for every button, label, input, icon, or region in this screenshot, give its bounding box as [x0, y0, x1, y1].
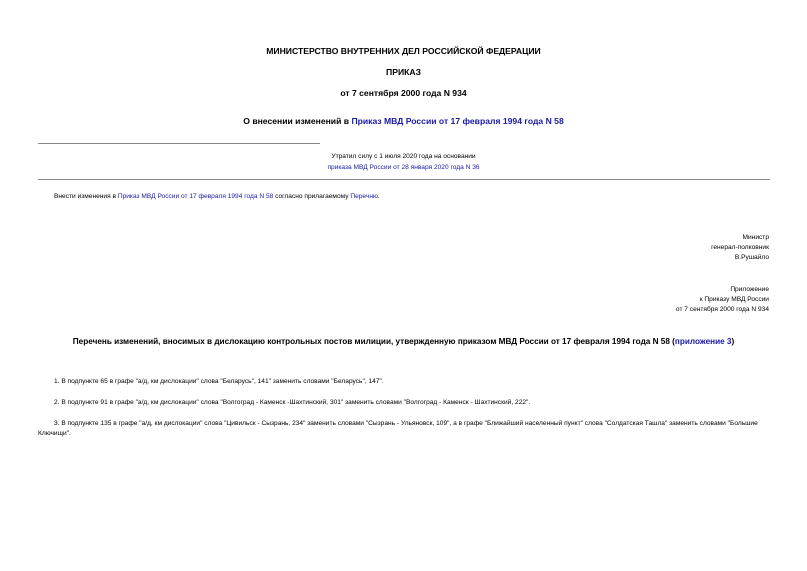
- appendix-to: к Приказу МВД России: [699, 296, 769, 303]
- signature-block: [711, 233, 769, 263]
- list-item: 1. В подпункте 65 в графе "а/д, км дислокации" слова "Беларусь", 141" заменить словами "Беларусь", 147".: [54, 378, 384, 385]
- appendix-date: от 7 сентября 2000 года N 934: [675, 306, 769, 313]
- list-title-text: Перечень изменений, вносимых в дислокацию контрольных постов милиции, утвержденную приказом МВД России от 17 февраля 1994 года N 58 (: [72, 337, 675, 346]
- status-line-1: Утратил силу с 1 июля 2020 года на основании: [331, 153, 476, 160]
- list-title-link[interactable]: приложение 3: [674, 337, 732, 346]
- intro-list-link[interactable]: Перечню: [350, 193, 378, 200]
- signature-rank: генерал-полковник: [711, 244, 769, 251]
- intro-order-link[interactable]: Приказ МВД России от 17 февраля 1994 года N 58: [117, 193, 274, 200]
- signature-name: В.Рушайло: [734, 254, 769, 261]
- appendix-block: [676, 285, 769, 315]
- list-title-suffix: ): [731, 337, 735, 346]
- status-line-2: [0, 164, 807, 171]
- appendix-label: Приложение: [730, 286, 769, 293]
- repeal-order-link[interactable]: приказа МВД России от 28 января 2020 года N 36: [327, 164, 480, 171]
- doc-title-prefix: О внесении изменений в: [243, 116, 352, 126]
- doc-title-link[interactable]: Приказ МВД России от 17 февраля 1994 года N 58: [351, 116, 564, 126]
- intro-prefix: Внести изменения в: [54, 193, 118, 200]
- divider-top: [38, 143, 320, 144]
- intro-paragraph: [38, 192, 770, 202]
- doc-date-heading: от 7 сентября 2000 года N 934: [340, 88, 467, 98]
- list-item: 2. В подпункте 91 в графе "а/д, км дислокации" слова "Волгоград - Каменск -Шахтинский, 301" заменить словами "Волгоград - Каменск - Шахтинский, 222".: [54, 399, 531, 406]
- doc-type-heading: ПРИКАЗ: [386, 67, 421, 77]
- signature-position: Министр: [742, 234, 769, 241]
- ministry-heading: МИНИСТЕРСТВО ВНУТРЕННИХ ДЕЛ РОССИЙСКОЙ ФЕДЕРАЦИИ: [266, 46, 541, 56]
- intro-middle: согласно прилагаемому: [273, 193, 351, 200]
- doc-title: [0, 116, 807, 126]
- list-title: [0, 337, 807, 346]
- intro-suffix: .: [377, 193, 380, 200]
- divider-bottom: [38, 179, 770, 180]
- list-item: 3. В подпункте 135 в графе "а/д, км дислокации" слова "Цивильск - Сызрань, 234" заменить словами "Сызрань - Ульяновск, 109", а в графе "Ближайший населенный пункт" слова "Солдатская Ташла" заменить словами "Большие Ключищи".: [38, 420, 758, 437]
